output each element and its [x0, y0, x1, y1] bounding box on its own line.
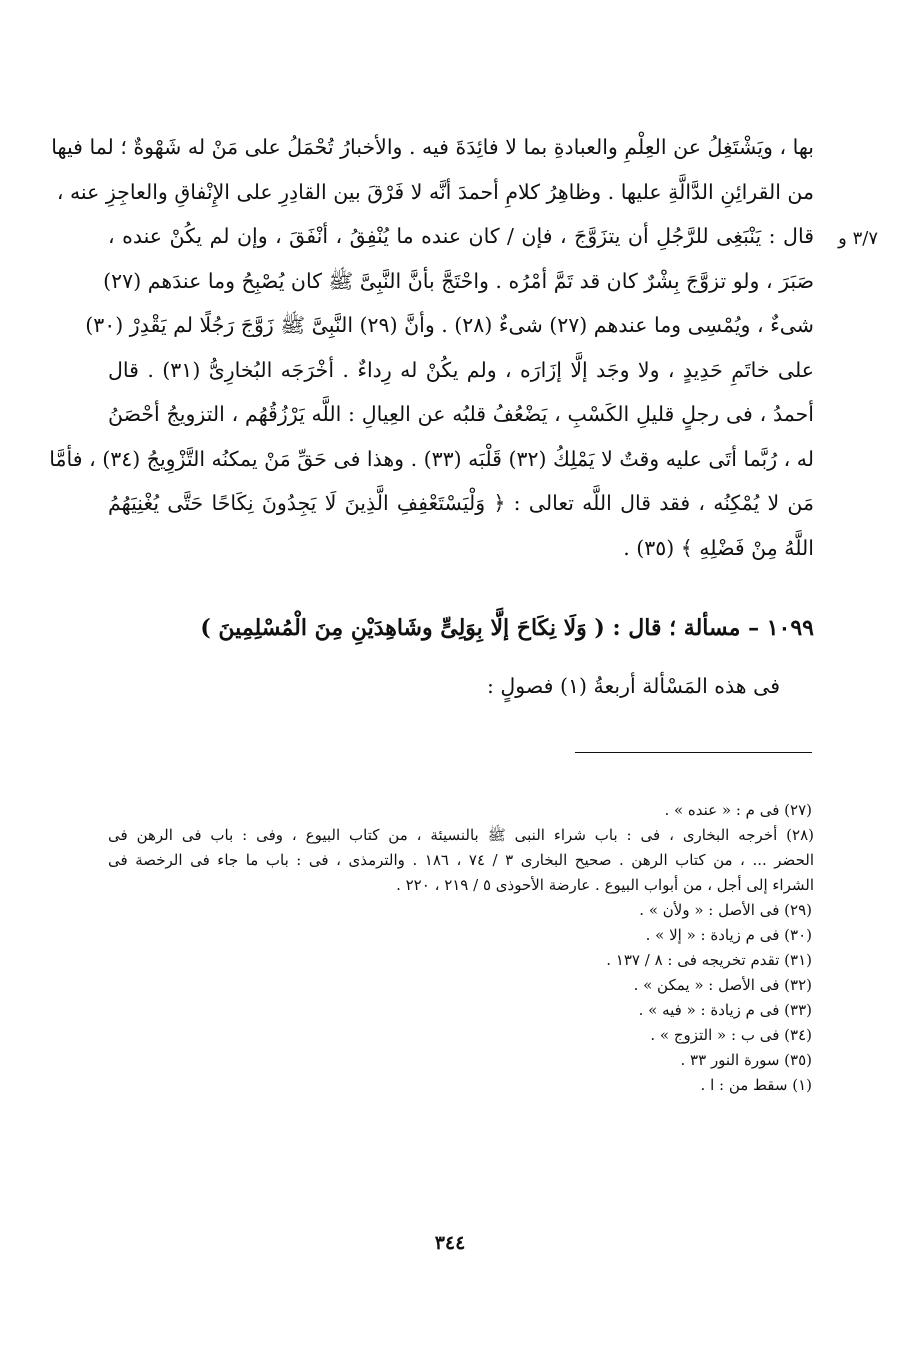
main-text-line: أحمدُ ، فى رجلٍ قليلِ الكَسْبِ ، يَضْعُفُ قلبُه عن العِيالِ : اللَّه يَرْزُقُهُم ، التزويجُ أحْصَنُ [108, 402, 814, 426]
footnote: (١) سقط من : ا . [700, 1076, 812, 1094]
footnote: (٣٥) سورة النور ٣٣ . [680, 1051, 812, 1069]
footnote: (٢٩) فى الأصل : « ولأن » . [639, 901, 812, 919]
main-text-block [49, 125, 814, 570]
footnote-divider [575, 752, 812, 753]
page-number: ٣٤٤ [434, 1232, 466, 1254]
issue-heading: ١٠٩٩ – مسألة ؛ قال : ( وَلَا نِكَاحَ إلَّا بِوَلِىٍّ وشَاهِدَيْنِ مِنَ الْمُسْلِمِينَ ) [200, 615, 814, 641]
footnote-continuation: الشراء إلى أجل ، من أبواب البيوع . عارضة الأحوذى ٥ / ٢١٩ ، ٢٢٠ . [396, 876, 814, 894]
footnote: (٣٣) فى م زيادة : « فيه » . [638, 1001, 812, 1019]
issue-subline: فى هذه المَسْألة أربعةُ (١) فصولٍ : [486, 674, 780, 698]
footnote: (٣٢) فى الأصل : « يمكن » . [633, 976, 812, 994]
footnote: (٣٤) فى ب : « التزوج » . [650, 1026, 812, 1044]
footnote: (٢٧) فى م : « عنده » . [664, 801, 812, 819]
footnote: (٢٨) أخرجه البخارى ، فى : باب شراء النبى ﷺ بالنسيئة ، من كتاب البيوع ، وفى : باب فى الرهن فى [108, 826, 814, 844]
footnote: (٣٠) فى م زيادة : « إلا » . [645, 926, 812, 944]
main-text-line: له ، رُبَّما أتَى عليه وقتٌ لا يَمْلِكُ (٣٢) قَلْبَه (٣٣) . وهذا فى حَقِّ مَنْ يمكنُه التَّزْوِيجُ (٣٤) ، فأمَّا [49, 446, 814, 471]
main-text-line: بها ، ويَشْتَغِلُ عن العِلْمِ والعبادةِ بما لا فائِدَةَ فيه . والأخبارُ تُحْمَلُ على مَنْ له شَهْوةٌ ؛ لما فيها [51, 135, 814, 159]
main-text-line: اللَّهُ مِنْ فَضْلِهِ ﴾ (٣٥) . [623, 535, 814, 560]
main-text-line: شىءٌ ، ويُمْسِى وما عندهم (٢٧) شىءٌ (٢٨) . وأنَّ (٢٩) النَّبِىَّ ﷺ زَوَّجَ رَجُلًا لم يَقْدِرْ (٣٠) [85, 313, 814, 337]
main-text-line: قال : يَنْبَغِى للرَّجُلِ أن يتزَوَّجَ ، فإن / كان عنده ما يُنْفِقُ ، أنْفَقَ ، وإن لم يكُنْ عنده ، [108, 224, 814, 248]
main-text-line: صَبَرَ ، ولو تزوَّجَ بِشْرٌ كان قد تَمَّ أمْرُه . واحْتَجَّ بأنَّ النَّبِىَّ ﷺ كان يُصْبِحُ وما عندَهم (٢٧) [103, 268, 814, 293]
footnotes-block [108, 798, 814, 1098]
main-text-line: من القرائِنِ الدَّالَّةِ عليها . وظاهِرُ كلامِ أحمدَ أنَّه لا فَرْقَ بين القادِرِ على الإِنْفاقِ والعاجِزِ عنه ، [56, 179, 814, 204]
main-text-line: على خاتَمِ حَدِيدٍ ، ولا وجَد إلَّا إزَارَه ، ولم يكُنْ له رِداءٌ . أخْرَجَه البُخارِىُّ (٣١) . قال [108, 357, 814, 382]
footnote: (٣١) تقدم تخريجه فى : ٨ / ١٣٧ . [606, 951, 812, 969]
margin-note: ٣/٧ و [838, 228, 878, 249]
footnote-continuation: الحضر ... ، من كتاب الرهن . صحيح البخارى ٣ / ٧٤ ، ١٨٦ . والترمذى ، فى : باب ما جاء فى الرخصة فى [108, 851, 814, 869]
main-text-line: مَن لا يُمْكِنُه ، فقد قال اللَّه تعالى : ﴿ وَلْيَسْتَعْفِفِ الَّذِينَ لَا يَجِدُونَ نِكَاحًا حَتَّى يُغْنِيَهُمُ [108, 491, 814, 515]
